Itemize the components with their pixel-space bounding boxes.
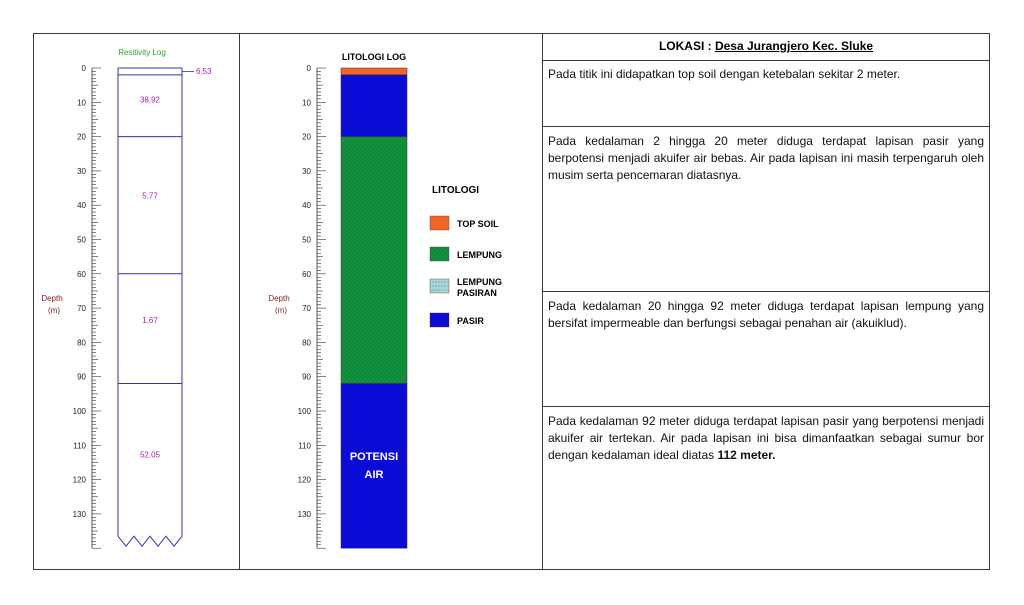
legend-label-lempung-pasiran-2: PASIRAN [457,288,497,298]
litologi-depth-tick-label: 0 [306,64,311,73]
resistivity-depth-tick-label: 20 [77,132,86,142]
description-text [548,413,984,464]
description-text: Pada kedalaman 20 hingga 92 meter diduga terdapat lapisan lempung yang bersifat impermeable dan berfungsi sebagai penahan air (akuiklud). [548,299,984,330]
resistivity-log-title: Resitivity Log [118,48,166,57]
potensi-label-line2: AIR [364,469,384,481]
legend-swatch-lempung-pasiran [430,279,449,293]
resistivity-depth-tick-label: 10 [77,98,86,108]
litologi-depth-tick-label: 30 [302,166,311,176]
description-text-bold: 112 meter. [717,448,776,462]
litologi-depth-tick-label: 100 [297,407,311,416]
litologi-depth-tick-label: 20 [302,132,311,142]
resistivity-depth-tick-label: 70 [77,304,86,314]
litologi-depth-axis [298,64,326,548]
potensi-label-line1: POTENSI [349,451,399,463]
resistivity-depth-tick-label: 60 [77,269,86,279]
litologi-layer-pasir [341,384,407,549]
litologi-depth-tick-label: 90 [302,372,311,382]
resistivity-depth-unit: (m) [48,306,60,315]
litologi-depth-tick-label: 50 [302,235,311,245]
litologi-depth-tick-label: 110 [298,441,311,451]
resistivity-depth-label: Depth [41,294,63,303]
location-prefix: LOKASI : [658,39,712,53]
description-text: Pada titik ini didapatkan top soil dengan ketebalan sekitar 2 meter. [548,67,901,81]
location-header [542,33,990,60]
description-row [542,126,990,291]
litologi-depth-tick-label: 130 [297,509,311,519]
litologi-depth-tick-label: 40 [302,201,311,211]
resistivity-depth-tick-label: 120 [72,475,86,485]
location-name: Desa Jurangjero Kec. Sluke [714,39,874,53]
litologi-depth-tick-label: 80 [302,338,311,348]
legend-label-lempung: LEMPUNG [457,250,502,260]
resistivity-value: 5.77 [142,191,158,201]
resistivity-depth-tick-label: 0 [81,64,86,73]
resistivity-depth-tick-label: 50 [77,235,86,245]
description-text-main: Pada kedalaman 92 meter diduga terdapat lapisan pasir yang berpotensi menjadi akuifer air tertekan. Air pada lapisan ini bisa dimanfaatkan sebagai sumur bor dengan kedalaman ideal diatas [548,414,984,462]
description-row [542,291,990,406]
litologi-layer-pasir [341,75,407,137]
resistivity-depth-tick-label: 90 [77,372,86,382]
legend-title: LITOLOGI [432,185,480,196]
description-panel [542,33,990,570]
resistivity-value: 52.05 [139,450,161,460]
legend-swatch-lempung [430,247,449,261]
litologi-depth-tick-label: 70 [302,304,311,314]
resistivity-depth-tick-label: 100 [72,407,86,416]
resistivity-value: 6.53 [196,67,212,76]
litologi-layer-top-soil [341,68,407,75]
litologi-depth-unit: (m) [275,306,287,315]
resistivity-depth-tick-label: 130 [72,509,86,519]
resistivity-depth-tick-label: 30 [77,166,86,176]
litologi-layer-lempung [341,137,407,384]
legend-swatch-pasir [430,313,449,327]
resistivity-value: 38.92 [139,95,161,105]
legend-swatch-top-soil [430,216,449,230]
litologi-depth-tick-label: 120 [297,475,311,485]
resistivity-depth-tick-label: 110 [73,441,86,451]
litologi-log-title: LITOLOGI LOG [341,52,407,62]
resistivity-depth-tick-label: 80 [77,338,86,348]
litologi-depth-tick-label: 60 [302,269,311,279]
description-text: Pada kedalaman 2 hingga 20 meter diduga terdapat lapisan pasir yang berpotensi menjadi akuifer air bebas. Air pada lapisan ini masih terpengaruh oleh musim serta pencemaran diatasnya. [548,134,984,182]
description-row [542,60,990,126]
description-row [542,406,990,570]
resistivity-value: 1.67 [142,316,158,326]
legend-label-top-soil: TOP SOIL [457,219,499,229]
legend-label-pasir: PASIR [457,316,484,326]
litologi-depth-label: Depth [268,294,290,303]
litologi-depth-tick-label: 10 [302,98,311,108]
resistivity-depth-tick-label: 40 [77,201,86,211]
legend-label-lempung-pasiran-1: LEMPUNG [457,277,502,287]
